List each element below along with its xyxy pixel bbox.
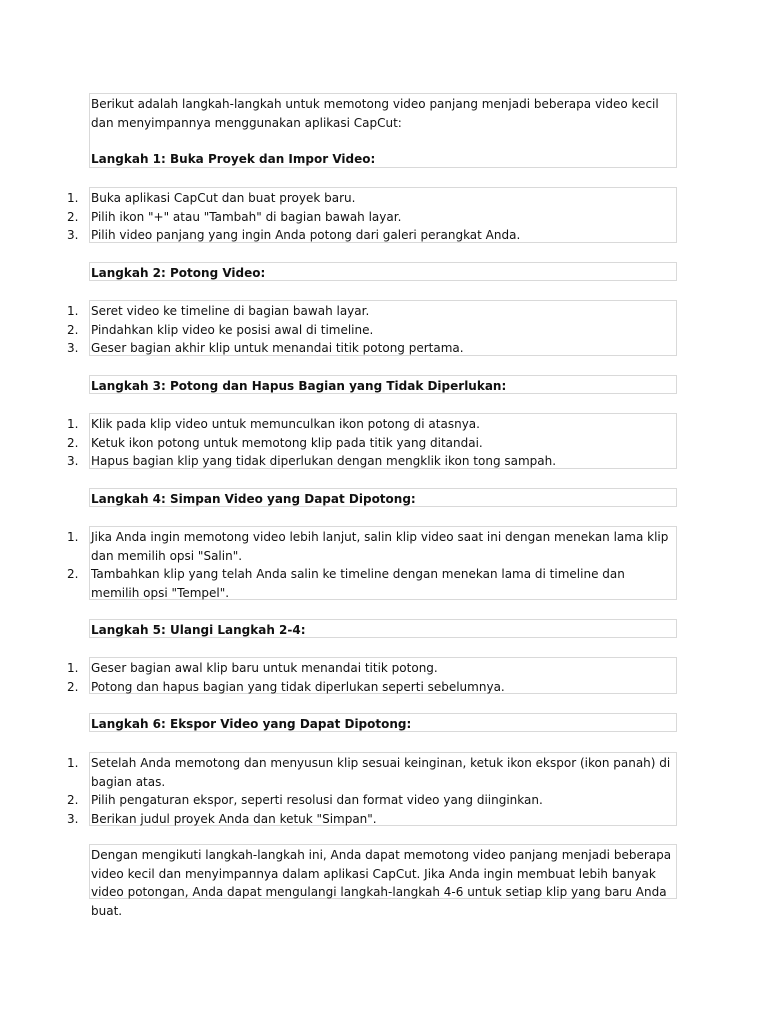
step3-list-box: [67, 413, 677, 469]
list-item-text: Setelah Anda memotong dan menyusun klip sesuai keinginan, ketuk ikon ekspor (ikon panah) di bagian atas.: [91, 756, 671, 789]
step5-list-box: [67, 657, 677, 694]
list-item: [67, 452, 675, 471]
list-number: 3.: [67, 228, 79, 242]
step5-heading-box: [89, 619, 677, 638]
step2-heading: Langkah 2: Potong Video:: [91, 266, 266, 280]
list-number: 1.: [67, 304, 79, 318]
list-number: 3.: [67, 454, 79, 468]
list-item-text: Pilih pengaturan ekspor, seperti resolusi dan format video yang diinginkan.: [91, 793, 543, 807]
list-number: 3.: [67, 811, 79, 826]
list-number: 2.: [67, 322, 79, 337]
list-item: [67, 208, 675, 227]
list-number: 2.: [67, 209, 79, 224]
step6-heading-box: [89, 713, 677, 732]
list-item-text: Berikan judul proyek Anda dan ketuk "Simpan".: [91, 811, 377, 826]
conclusion-text: Dengan mengikuti langkah-langkah ini, Anda dapat memotong video panjang menjadi beberapa video kecil dan menyimpannya dalam aplikasi CapCut. Jika Anda ingin membuat lebih banyak video potongan, Anda dapat mengulangi langkah-langkah 4-6 untuk setiap klip yang baru Anda buat.: [91, 848, 672, 918]
list-item-text: Jika Anda ingin memotong video lebih lanjut, salin klip video saat ini dengan menekan lama klip dan memilih opsi "Salin".: [91, 530, 669, 563]
list-number: 1.: [67, 756, 79, 770]
list-number: 2.: [67, 567, 79, 581]
list-item-text: Hapus bagian klip yang tidak diperlukan dengan mengklik ikon tong sampah.: [91, 454, 557, 468]
step1-list-box: [67, 187, 677, 243]
list-item: [67, 528, 675, 565]
step2-list-box: [67, 300, 677, 356]
step6-heading: Langkah 6: Ekspor Video yang Dapat Dipotong:: [91, 717, 412, 731]
step2-list: [67, 302, 675, 358]
step6-list: [67, 754, 675, 828]
step4-heading-box: [89, 488, 677, 507]
list-item-text: Pilih video panjang yang ingin Anda potong dari galeri perangkat Anda.: [91, 228, 521, 242]
list-number: 1.: [67, 417, 79, 431]
list-item: [67, 339, 675, 358]
list-item: [67, 791, 675, 810]
list-item: [67, 754, 675, 791]
step4-list-box: [67, 526, 677, 600]
list-item: [67, 565, 675, 602]
list-item-text: Tambahkan klip yang telah Anda salin ke timeline dengan menekan lama di timeline dan memilih opsi "Tempel".: [91, 567, 625, 600]
step3-list: [67, 415, 675, 471]
list-item: [67, 810, 675, 829]
list-item-text: Seret video ke timeline di bagian bawah layar.: [91, 304, 370, 318]
list-number: 2.: [67, 793, 79, 807]
list-item: [67, 434, 675, 453]
list-number: 3.: [67, 341, 79, 355]
list-item: [67, 321, 675, 340]
list-item: [67, 678, 675, 697]
list-number: 1.: [67, 661, 79, 675]
list-item: [67, 659, 675, 678]
list-item-text: Potong dan hapus bagian yang tidak diperlukan seperti sebelumnya.: [91, 679, 505, 694]
list-number: 2.: [67, 679, 79, 694]
intro-text: Berikut adalah langkah-langkah untuk memotong video panjang menjadi beberapa video kecil dan menyimpannya menggunakan aplikasi CapCut:: [91, 97, 659, 130]
list-item-text: Pilih ikon "+" atau "Tambah" di bagian bawah layar.: [91, 209, 402, 224]
list-item-text: Ketuk ikon potong untuk memotong klip pada titik yang ditandai.: [91, 435, 483, 450]
list-number: 2.: [67, 435, 79, 450]
step1-heading: Langkah 1: Buka Proyek dan Impor Video:: [91, 152, 376, 166]
list-item-text: Geser bagian awal klip baru untuk menandai titik potong.: [91, 661, 438, 675]
step4-list: [67, 528, 675, 602]
step5-list: [67, 659, 675, 696]
list-item-text: Pindahkan klip video ke posisi awal di timeline.: [91, 322, 374, 337]
step3-heading: Langkah 3: Potong dan Hapus Bagian yang Tidak Diperlukan:: [91, 379, 507, 393]
step3-heading-box: [89, 375, 677, 394]
step4-heading: Langkah 4: Simpan Video yang Dapat Dipotong:: [91, 492, 416, 506]
step6-list-box: [67, 752, 677, 826]
list-item-text: Klik pada klip video untuk memunculkan ikon potong di atasnya.: [91, 417, 480, 431]
intro-section: [89, 93, 677, 168]
list-item-text: Geser bagian akhir klip untuk menandai titik potong pertama.: [91, 341, 464, 355]
list-number: 1.: [67, 191, 79, 205]
list-item: [67, 226, 675, 245]
step2-heading-box: [89, 262, 677, 281]
list-item-text: Buka aplikasi CapCut dan buat proyek baru.: [91, 191, 356, 205]
list-item: [67, 302, 675, 321]
step5-heading: Langkah 5: Ulangi Langkah 2-4:: [91, 623, 306, 637]
list-item: [67, 189, 675, 208]
list-item: [67, 415, 675, 434]
list-number: 1.: [67, 530, 79, 544]
step1-list: [67, 189, 675, 245]
conclusion-box: [89, 844, 677, 918]
